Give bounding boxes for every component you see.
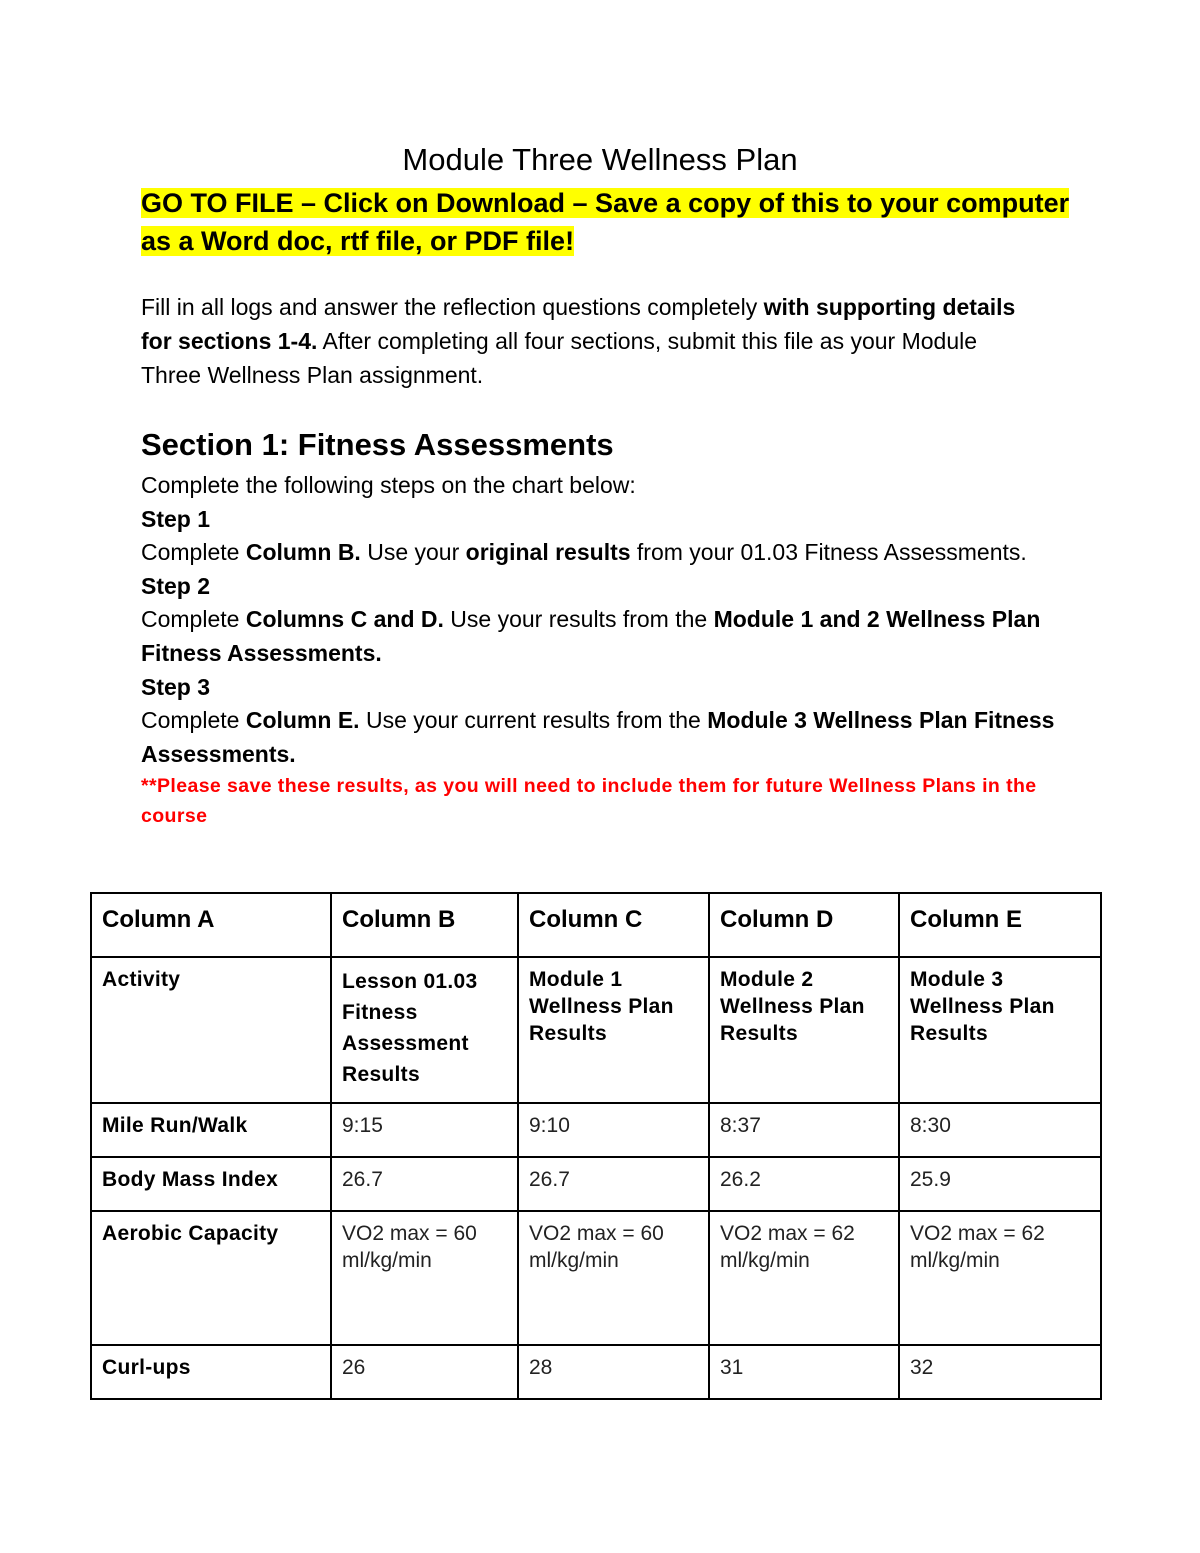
document-title: Module Three Wellness Plan <box>402 142 798 177</box>
table-cell[interactable]: 8:37 <box>709 1103 899 1157</box>
fitness-assessment-table <box>90 892 1102 1400</box>
highlighted-instruction: GO TO FILE – Click on Download – Save a copy of this to your computer as a Word doc, rtf file, or PDF file! <box>141 188 1070 256</box>
step-1-label: Step 1 <box>141 505 211 532</box>
table-cell[interactable]: 32 <box>899 1345 1101 1399</box>
step-1-bold-a: Column B. <box>245 539 361 566</box>
table-cell[interactable]: 31 <box>709 1345 899 1399</box>
subheader-module2-results: Module 2 Wellness Plan Results <box>709 957 899 1103</box>
table-cell[interactable]: 28 <box>518 1345 709 1399</box>
save-results-note: **Please save these results, as you will need to include them for future Wellness Plans in the course <box>141 775 1037 828</box>
step-3-bold-b: Module 3 Wellness Plan Fitness Assessments. <box>141 707 1055 767</box>
header-column-b: Column B <box>331 893 518 957</box>
step-3-text-a: Complete <box>141 707 246 734</box>
step-2-bold-a: Columns C and D. <box>245 606 444 633</box>
step-1-bold-b: original results <box>465 539 631 566</box>
table-cell[interactable]: VO2 max = 60 ml/kg/min <box>518 1211 709 1345</box>
table-cell[interactable]: 26.7 <box>518 1157 709 1211</box>
step-1-text <box>141 536 1081 570</box>
download-instructions-banner <box>141 184 1081 260</box>
intro-bold-text: with supporting details for sections 1-4. <box>141 294 1016 354</box>
table-header-row <box>91 893 1101 957</box>
intro-text: Fill in all logs and answer the reflection questions completely <box>141 294 764 320</box>
table-row <box>91 1211 1101 1345</box>
table-cell[interactable]: VO2 max = 62 ml/kg/min <box>709 1211 899 1345</box>
table-cell[interactable]: 9:10 <box>518 1103 709 1157</box>
step-2-bold-b: Module 1 and 2 Wellness Plan Fitness Assessments. <box>141 606 1041 666</box>
activity-name: Mile Run/Walk <box>91 1103 331 1157</box>
table-subheader-row <box>91 957 1101 1103</box>
section-1-instructions <box>141 469 1081 831</box>
table-cell[interactable]: 26.2 <box>709 1157 899 1211</box>
header-column-e: Column E <box>899 893 1101 957</box>
table-cell[interactable]: 25.9 <box>899 1157 1101 1211</box>
table-cell[interactable]: 9:15 <box>331 1103 518 1157</box>
activity-name: Curl-ups <box>91 1345 331 1399</box>
intro-text-end: After completing all four sections, submit this file as your Module Three Wellness Plan assignment. <box>141 328 978 388</box>
activity-name: Body Mass Index <box>91 1157 331 1211</box>
table-cell[interactable]: 26.7 <box>331 1157 518 1211</box>
intro-paragraph <box>141 290 1041 392</box>
subheader-lesson-results: Lesson 01.03 Fitness Assessment Results <box>331 957 518 1103</box>
header-column-a: Column A <box>91 893 331 957</box>
table-cell[interactable]: VO2 max = 60 ml/kg/min <box>331 1211 518 1345</box>
step-1-text-a: Complete <box>141 539 246 566</box>
step-1-text-b: Use your <box>360 539 466 566</box>
table-row <box>91 1103 1101 1157</box>
table-row <box>91 1157 1101 1211</box>
step-3-text-b: Use your current results from the <box>359 707 708 734</box>
table-cell[interactable]: VO2 max = 62 ml/kg/min <box>899 1211 1101 1345</box>
subheader-activity: Activity <box>91 957 331 1103</box>
step-1-text-c: from your 01.03 Fitness Assessments. <box>630 539 1027 566</box>
activity-name: Aerobic Capacity <box>91 1211 331 1345</box>
step-3-label: Step 3 <box>141 673 211 700</box>
step-2-text-a: Complete <box>141 606 246 633</box>
section-1-heading: Section 1: Fitness Assessments <box>141 427 614 462</box>
table-cell[interactable]: 8:30 <box>899 1103 1101 1157</box>
step-3-bold-a: Column E. <box>245 707 360 734</box>
header-column-c: Column C <box>518 893 709 957</box>
step-3-text <box>141 704 1081 771</box>
table-row <box>91 1345 1101 1399</box>
instructions-lead: Complete the following steps on the chart below: <box>141 472 636 498</box>
header-column-d: Column D <box>709 893 899 957</box>
table-cell[interactable]: 26 <box>331 1345 518 1399</box>
subheader-module3-results: Module 3 Wellness Plan Results <box>899 957 1101 1103</box>
step-2-text-b: Use your results from the <box>443 606 714 633</box>
subheader-module1-results: Module 1 Wellness Plan Results <box>518 957 709 1103</box>
step-2-text <box>141 603 1081 670</box>
step-2-label: Step 2 <box>141 572 211 599</box>
